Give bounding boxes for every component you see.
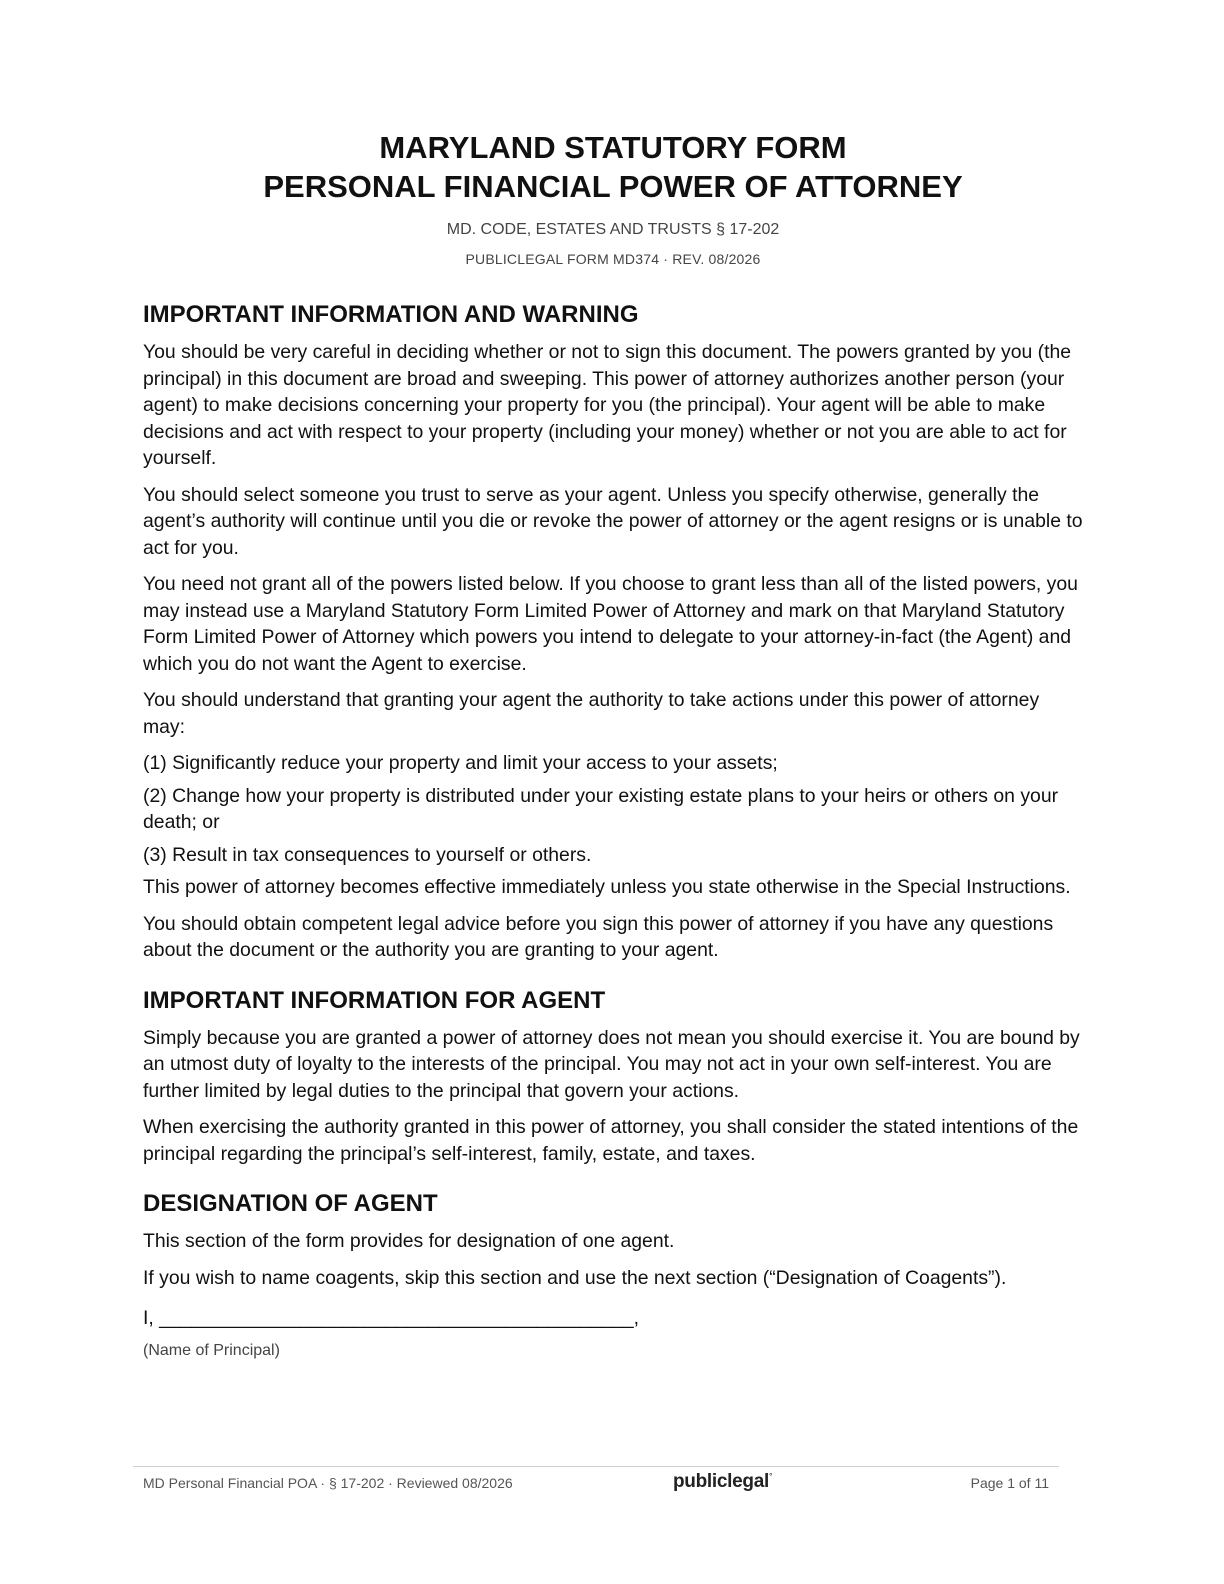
warning-paragraph: You should be very careful in deciding whether or not to sign this document. The powers granted by you (the principal) in this document are broad and sweeping. This power of attorney authorizes another person (your agent) to make decisions concerning your property for you (the principal). Your agent will be able to make decisions and act with respect to your property (including your money) whether or not you are able to act for yourself. (143, 341, 1072, 469)
footer-form-reference: MD Personal Financial POA · § 17-202 · Reviewed 08/2026 (143, 1475, 513, 1491)
principal-name-caption: (Name of Principal) (143, 1342, 280, 1359)
warning-paragraph: You need not grant all of the powers listed below. If you choose to grant less than all of the listed powers, you may instead use a Maryland Statutory Form Limited Power of Attorney and mark on that Maryland Statutory Form Limited Power of Attorney which powers you intend to delegate to your attorney-in-fact (the Agent) and which you do not want the Agent to exercise. (143, 573, 1078, 675)
page-number: Page 1 of 11 (970, 1475, 1049, 1491)
agent-info-paragraph: When exercising the authority granted in this power of attorney, you shall consider the stated intentions of the principal regarding the principal’s self-interest, family, estate, and taxes. (143, 1116, 1079, 1165)
form-identifier: PUBLICLEGAL FORM MD374 · REV. 08/2026 (465, 251, 761, 267)
warning-paragraph: You should select someone you trust to serve as your agent. Unless you specify otherwise, generally the agent’s authority will continue until you die or revoke the power of attorney or the agent resigns or is unable to act for you. (143, 483, 1083, 559)
effective-paragraph: This power of attorney becomes effective immediately unless you state otherwise in the Special Instructions. (143, 876, 1071, 898)
publiclegal-logo (673, 1471, 772, 1493)
warning-paragraph: You should understand that granting your agent the authority to take actions under this power of attorney may: (143, 689, 1040, 738)
brand-name: publiclegal (673, 1471, 769, 1492)
risk-list-item: (3) Result in tax consequences to yourself or others. (143, 843, 592, 866)
page-footer (143, 1471, 1049, 1495)
agent-info-paragraph: Simply because you are granted a power of attorney does not mean you should exercise it. You are bound by an utmost duty of loyalty to the interests of the principal. You may not act in your own self-interest. You are further limited by legal duties to the principal that govern your actions. (143, 1026, 1080, 1102)
form-title-line1: MARYLAND STATUTORY FORM (379, 130, 847, 165)
risk-list-item: (1) Significantly reduce your property and limit your access to your assets; (143, 752, 778, 774)
principal-name-line[interactable]: I, ____________________________________________, (143, 1307, 640, 1329)
warning-heading: IMPORTANT INFORMATION AND WARNING (143, 301, 639, 328)
designation-paragraph: If you wish to name coagents, skip this section and use the next section (“Designation of Coagents”). (143, 1266, 1007, 1289)
risk-list-item: (2) Change how your property is distributed under your existing estate plans to your heirs or others on your death; or (143, 784, 1059, 833)
designation-heading: DESIGNATION OF AGENT (143, 1190, 438, 1217)
legal-advice-paragraph: You should obtain competent legal advice before you sign this power of attorney if you have any questions about the document or the authority you are granting to your agent. (143, 912, 1054, 961)
statute-citation: MD. CODE, ESTATES AND TRUSTS § 17-202 (446, 221, 780, 238)
document-body (143, 128, 1083, 1361)
brand-mark: ° (768, 1471, 773, 1482)
designation-paragraph: This section of the form provides for designation of one agent. (143, 1230, 675, 1252)
form-title-line2: PERSONAL FINANCIAL POWER OF ATTORNEY (263, 169, 963, 204)
agent-info-heading: IMPORTANT INFORMATION FOR AGENT (143, 986, 606, 1014)
footer-divider (133, 1466, 1059, 1467)
